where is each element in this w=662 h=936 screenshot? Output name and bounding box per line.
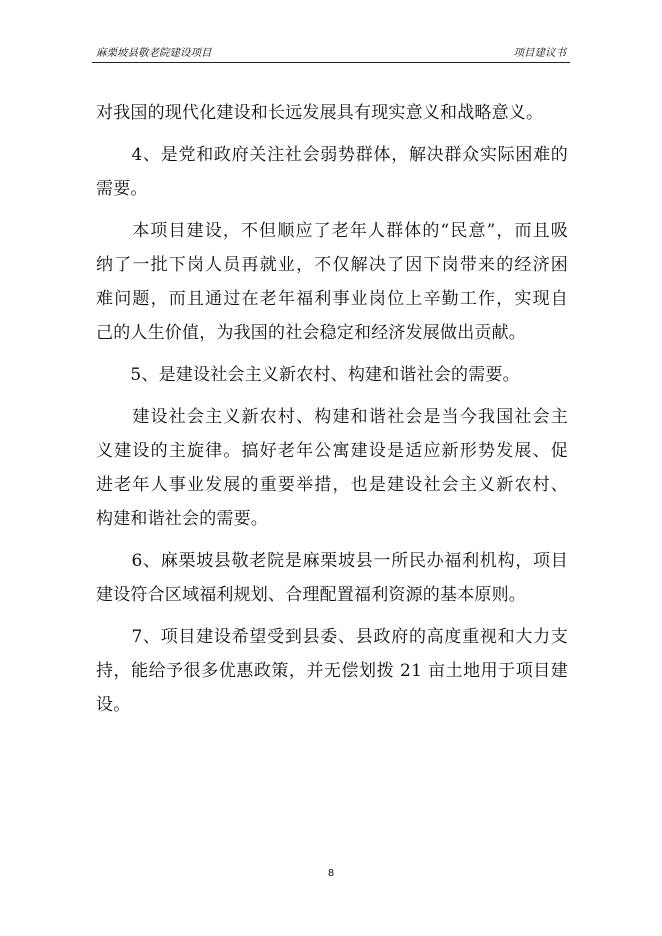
- text-line: 本项目建设，不但顺应了老年人群体的“民意”，而且吸: [96, 221, 568, 241]
- text-line: 需要。: [96, 179, 148, 199]
- text-line: 己的人生价值，为我国的社会稳定和经济发展做出贡献。: [96, 323, 526, 343]
- paragraph-point-4: [96, 138, 568, 206]
- document-body: [96, 96, 568, 722]
- text-line: 建设社会主义新农村、构建和谐社会是当今我国社会主: [96, 407, 568, 427]
- paragraph-continuation: [96, 96, 568, 130]
- text-line: 5、是建设社会主义新农村、构建和谐社会的需要。: [96, 365, 520, 385]
- text-line: 构建和谐社会的需要。: [96, 509, 268, 529]
- text-line: 4、是党和政府关注社会弱势群体，解决群众实际困难的: [96, 145, 568, 165]
- text-line: 对我国的现代化建设和长远发展具有现实意义和战略意义。: [96, 103, 544, 123]
- text-line: 难问题，而且通过在老年福利事业岗位上辛勤工作，实现自: [96, 289, 568, 309]
- page-number: 8: [327, 868, 335, 879]
- paragraph-harmonious-society: [96, 400, 568, 536]
- header-project-title: 麻栗坡县敬老院建设项目: [96, 47, 212, 59]
- text-line: 持，能给予很多优惠政策，并无偿划拨 21 亩土地用于项目建: [96, 661, 568, 681]
- paragraph-point-5: [96, 358, 568, 392]
- paragraph-project-benefits: [96, 214, 568, 350]
- text-line: 7、项目建设希望受到县委、县政府的高度重视和大力支: [96, 627, 568, 647]
- text-line: 建设符合区域福利规划、合理配置福利资源的基本原则。: [96, 585, 526, 605]
- text-line: 纳了一批下岗人员再就业，不仅解决了因下岗带来的经济困: [96, 255, 568, 275]
- paragraph-point-6: [96, 544, 568, 612]
- header-document-type: 项目建议书: [513, 47, 566, 59]
- text-line: 设。: [96, 695, 131, 715]
- text-line: 进老年人事业发展的重要举措，也是建设社会主义新农村、: [96, 475, 568, 495]
- text-line: 6、麻栗坡县敬老院是麻栗坡县一所民办福利机构，项目: [96, 551, 568, 571]
- page-header: [92, 46, 570, 63]
- text-line: 义建设的主旋律。搞好老年公寓建设是适应新形势发展、促: [96, 441, 568, 461]
- paragraph-point-7: [96, 620, 568, 722]
